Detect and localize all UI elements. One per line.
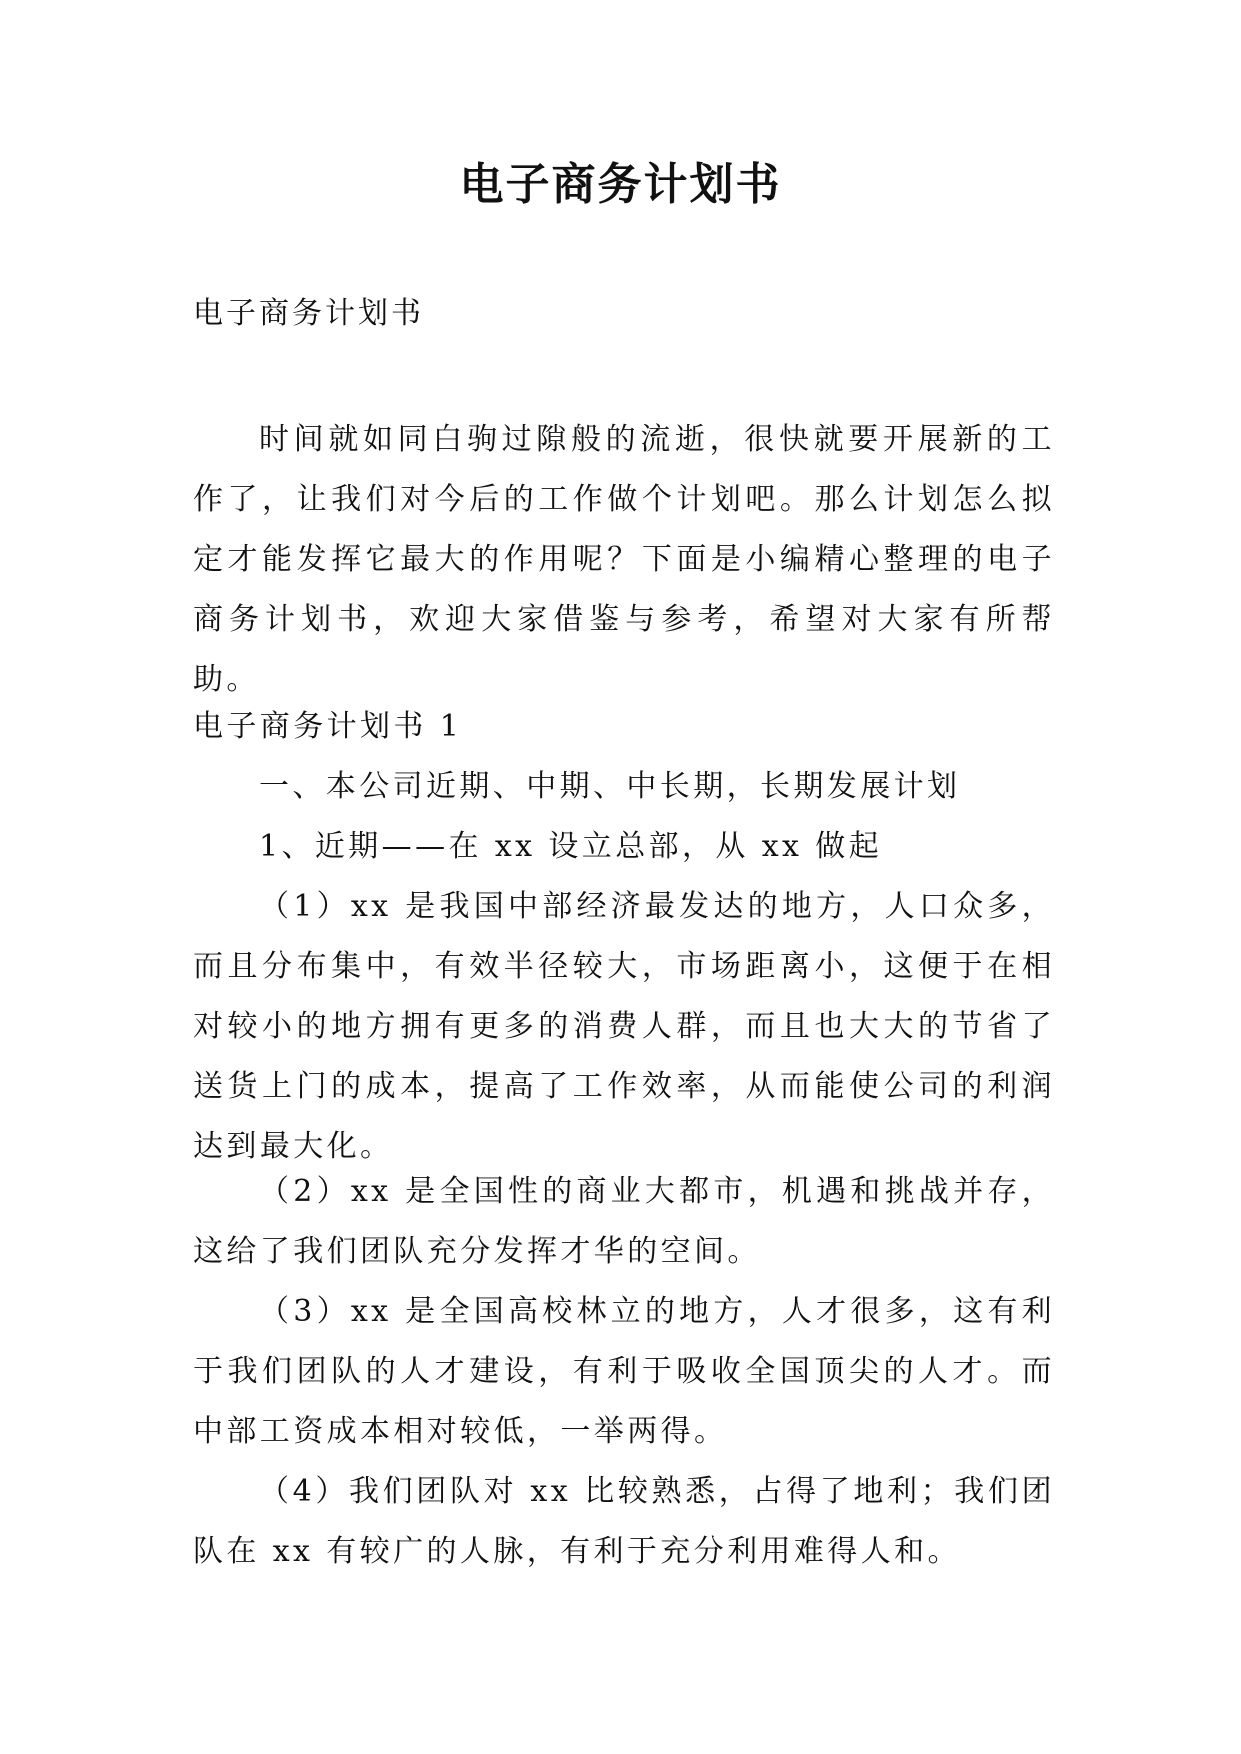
intro-paragraph: 时间就如同白驹过隙般的流逝，很快就要开展新的工作了，让我们对今后的工作做个计划吧。那么计划怎么拟定才能发挥它最大的作用呢？下面是小编精心整理的电子商务计划书，欢迎大家借鉴与参考，希望对大家有所帮助。 (193, 422, 1055, 697)
document-subtitle: 电子商务计划书 (193, 296, 424, 331)
section-heading: 电子商务计划书 1 (193, 709, 463, 744)
point-2-paragraph: （2）xx 是全国性的商业大都市，机遇和挑战并存，这给了我们团队充分发挥才华的空间。 (193, 1174, 1055, 1269)
point-4-paragraph: （4）我们团队对 xx 比较熟悉，占得了地利；我们团队在 xx 有较广的人脉，有利于充分利用难得人和。 (193, 1474, 1055, 1569)
plan-heading: 一、本公司近期、中期、中长期，长期发展计划 (259, 769, 961, 804)
near-term-heading: 1、近期——在 xx 设立总部，从 xx 做起 (259, 829, 883, 864)
point-1-paragraph: （1）xx 是我国中部经济最发达的地方，人口众多，而且分布集中，有效半径较大，市场距离小，这便于在相对较小的地方拥有更多的消费人群，而且也大大的节省了送货上门的成本，提高了工作效率，从而能使公司的利润达到最大化。 (193, 889, 1055, 1164)
point-3-paragraph: （3）xx 是全国高校林立的地方，人才很多，这有利于我们团队的人才建设，有利于吸收全国顶尖的人才。而中部工资成本相对较低，一举两得。 (193, 1294, 1055, 1449)
document-title: 电子商务计划书 (459, 159, 782, 210)
